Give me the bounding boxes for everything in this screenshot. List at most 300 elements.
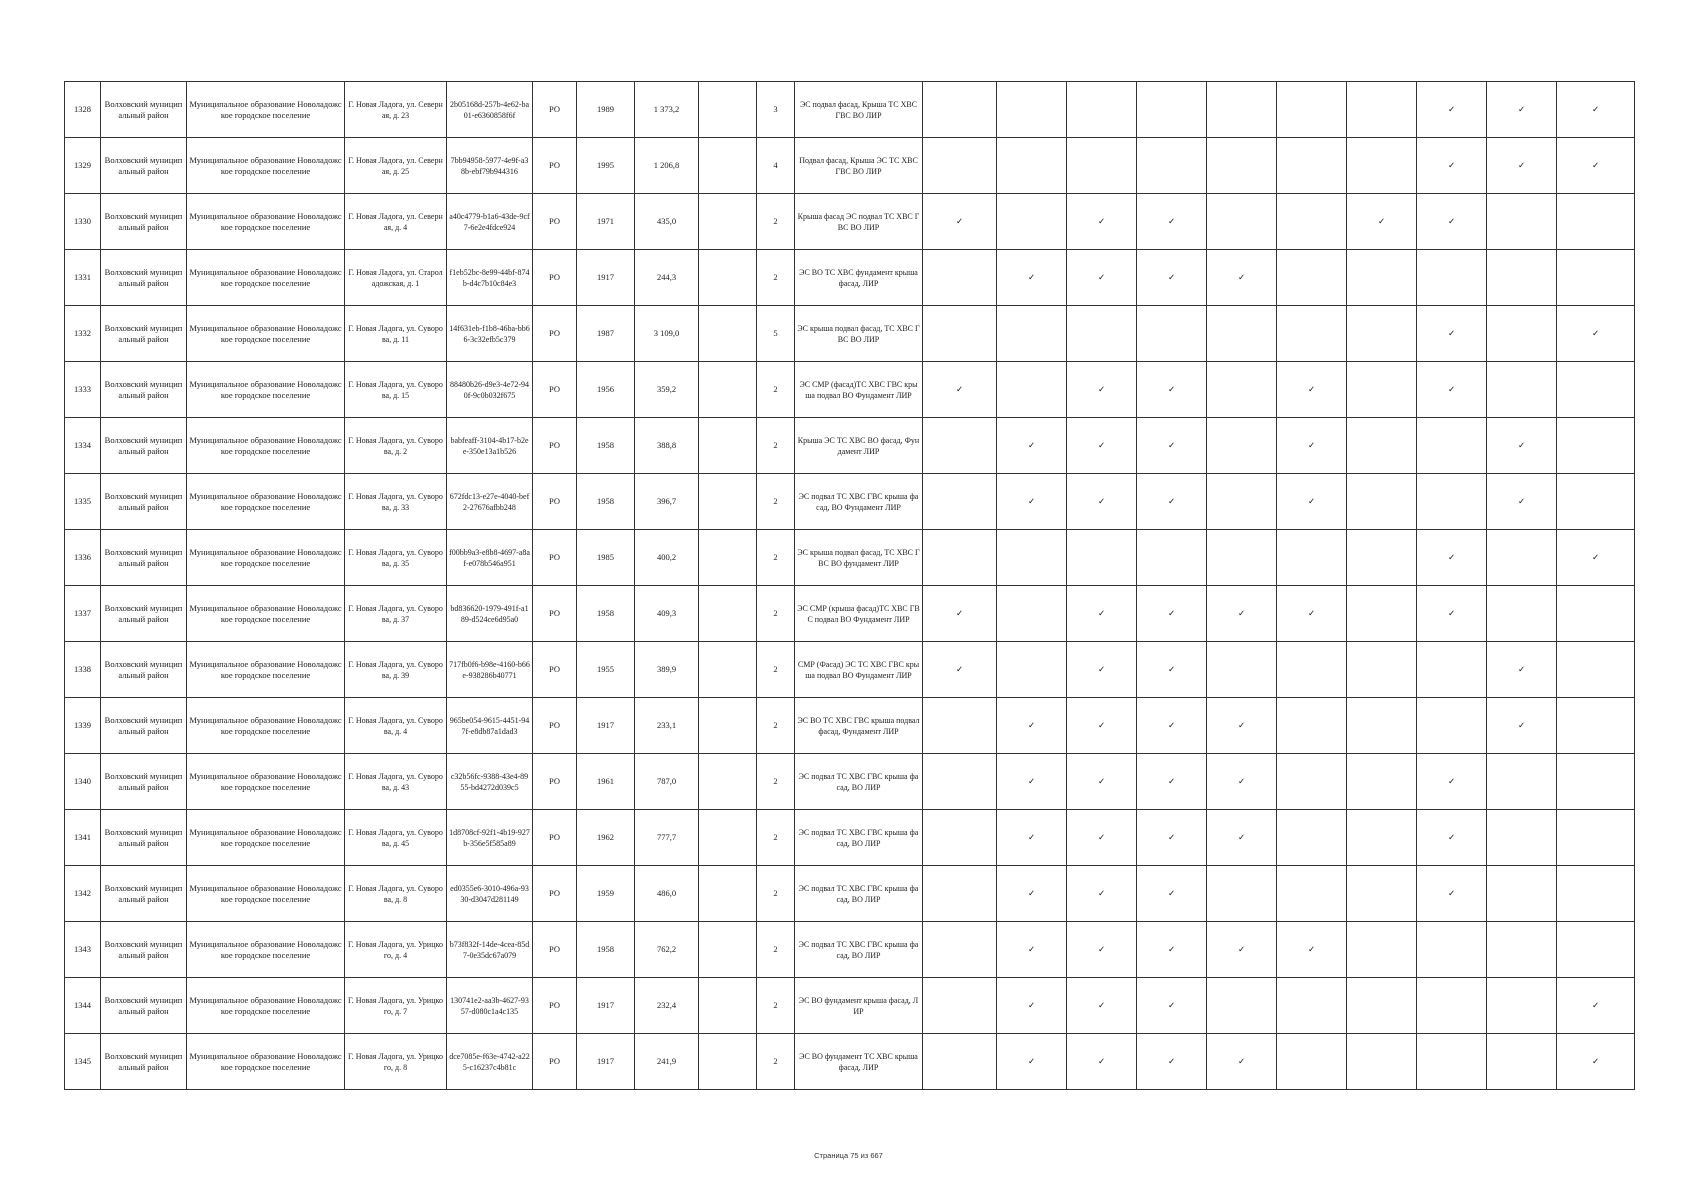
check-cell [997,138,1067,194]
check-cell [1347,138,1417,194]
works-cell: ЭС подвал ТС ХВС ГВС крыша фасад, ВО ЛИР [795,866,923,922]
check-cell [1417,474,1487,530]
type-cell: РО [533,362,577,418]
table-row [65,530,1635,586]
row-number: 1328 [65,82,101,138]
check-cell [1557,698,1635,754]
works-cell: ЭС СМР (фасад)ТС ХВС ГВС крыша подвал ВО Фундамент ЛИР [795,362,923,418]
table-row [65,866,1635,922]
year-cell: 1959 [577,866,635,922]
check-cell [1417,418,1487,474]
table-row [65,754,1635,810]
type-cell: РО [533,922,577,978]
checkmark-icon: ✓ [1417,82,1487,138]
checkmark-icon: ✓ [997,866,1067,922]
year-cell: 1985 [577,530,635,586]
floors-cell: 2 [757,194,795,250]
checkmark-icon: ✓ [923,194,997,250]
checkmark-icon: ✓ [1487,642,1557,698]
district-cell: Волховский муниципальный район [101,418,187,474]
check-cell [1347,642,1417,698]
extra-cell [699,418,757,474]
district-cell: Волховский муниципальный район [101,642,187,698]
works-cell: ЭС ВО фундамент ТС ХВС крыша фасад, ЛИР [795,1034,923,1090]
check-cell [1487,754,1557,810]
row-number: 1338 [65,642,101,698]
year-cell: 1956 [577,362,635,418]
address-cell: Г. Новая Ладога, ул. Северная, д. 4 [345,194,447,250]
extra-cell [699,362,757,418]
works-cell: ЭС СМР (крыша фасад)ТС ХВС ГВС подвал ВО Фундамент ЛИР [795,586,923,642]
type-cell: РО [533,866,577,922]
municipality-cell: Муниципальное образование Новоладожское городское поселение [187,698,345,754]
check-cell [923,250,997,306]
table-row [65,642,1635,698]
area-cell: 787,0 [635,754,699,810]
check-cell [1277,82,1347,138]
type-cell: РО [533,138,577,194]
checkmark-icon: ✓ [1487,138,1557,194]
year-cell: 1917 [577,698,635,754]
address-cell: Г. Новая Ладога, ул. Староладожская, д. 1 [345,250,447,306]
check-cell [1347,362,1417,418]
check-cell [1207,642,1277,698]
address-cell: Г. Новая Ладога, ул. Суворова, д. 37 [345,586,447,642]
house-code-cell: 672fdc13-e27e-4040-bef2-27676afbb248 [447,474,533,530]
checkmark-icon: ✓ [1067,474,1137,530]
table-row [65,922,1635,978]
checkmark-icon: ✓ [1137,866,1207,922]
check-cell [1557,586,1635,642]
row-number: 1335 [65,474,101,530]
extra-cell [699,530,757,586]
type-cell: РО [533,810,577,866]
address-cell: Г. Новая Ладога, ул. Северная, д. 23 [345,82,447,138]
check-cell [997,82,1067,138]
check-cell [1557,810,1635,866]
table-row [65,194,1635,250]
checkmark-icon: ✓ [1417,866,1487,922]
row-number: 1340 [65,754,101,810]
type-cell: РО [533,978,577,1034]
area-cell: 359,2 [635,362,699,418]
check-cell [1137,82,1207,138]
row-number: 1345 [65,1034,101,1090]
check-cell [1067,138,1137,194]
checkmark-icon: ✓ [1557,82,1635,138]
municipality-cell: Муниципальное образование Новоладожское городское поселение [187,810,345,866]
check-cell [1347,922,1417,978]
address-cell: Г. Новая Ладога, ул. Урицкого, д. 4 [345,922,447,978]
works-cell: ЭС подвал ТС ХВС ГВС крыша фасад, ВО ЛИР [795,922,923,978]
floors-cell: 2 [757,698,795,754]
checkmark-icon: ✓ [1347,194,1417,250]
check-cell [1207,194,1277,250]
check-cell [997,530,1067,586]
check-cell [1347,810,1417,866]
area-cell: 762,2 [635,922,699,978]
works-cell: ЭС ВО ТС ХВС фундамент крыша фасад, ЛИР [795,250,923,306]
extra-cell [699,978,757,1034]
row-number: 1336 [65,530,101,586]
works-cell: ЭС подвал ТС ХВС ГВС крыша фасад, ВО ЛИР [795,810,923,866]
type-cell: РО [533,474,577,530]
checkmark-icon: ✓ [1277,418,1347,474]
address-cell: Г. Новая Ладога, ул. Суворова, д. 4 [345,698,447,754]
works-cell: ЭС крыша подвал фасад, ТС ХВС ГВС ВО фундамент ЛИР [795,530,923,586]
check-cell [1417,922,1487,978]
municipality-cell: Муниципальное образование Новоладожское городское поселение [187,362,345,418]
house-code-cell: a40c4779-b1a6-43de-9cf7-6e2e4fdce924 [447,194,533,250]
address-cell: Г. Новая Ладога, ул. Суворова, д. 39 [345,642,447,698]
check-cell [997,642,1067,698]
check-cell [1277,978,1347,1034]
works-cell: Крыша фасад ЭС подвал ТС ХВС ГВС ВО ЛИР [795,194,923,250]
checkmark-icon: ✓ [1067,362,1137,418]
check-cell [1487,250,1557,306]
table-row [65,138,1635,194]
check-cell [923,138,997,194]
district-cell: Волховский муниципальный район [101,82,187,138]
floors-cell: 2 [757,866,795,922]
row-number: 1331 [65,250,101,306]
check-cell [923,1034,997,1090]
checkmark-icon: ✓ [1137,978,1207,1034]
extra-cell [699,922,757,978]
floors-cell: 2 [757,1034,795,1090]
checkmark-icon: ✓ [1557,306,1635,362]
municipality-cell: Муниципальное образование Новоладожское городское поселение [187,922,345,978]
checkmark-icon: ✓ [1137,586,1207,642]
type-cell: РО [533,306,577,362]
checkmark-icon: ✓ [1417,362,1487,418]
year-cell: 1958 [577,586,635,642]
area-cell: 233,1 [635,698,699,754]
checkmark-icon: ✓ [923,362,997,418]
checkmark-icon: ✓ [1417,586,1487,642]
table-row [65,362,1635,418]
check-cell [1487,978,1557,1034]
check-cell [1417,642,1487,698]
check-cell [1207,306,1277,362]
check-cell [1207,362,1277,418]
check-cell [1277,194,1347,250]
check-cell [923,754,997,810]
checkmark-icon: ✓ [923,642,997,698]
house-code-cell: babfeaff-3104-4b17-b2ee-350e13a1b526 [447,418,533,474]
year-cell: 1961 [577,754,635,810]
checkmark-icon: ✓ [1067,978,1137,1034]
check-cell [1347,586,1417,642]
year-cell: 1955 [577,642,635,698]
checkmark-icon: ✓ [1137,698,1207,754]
check-cell [1347,754,1417,810]
check-cell [1417,250,1487,306]
row-number: 1329 [65,138,101,194]
address-cell: Г. Новая Ладога, ул. Суворова, д. 45 [345,810,447,866]
municipality-cell: Муниципальное образование Новоладожское городское поселение [187,418,345,474]
checkmark-icon: ✓ [1557,1034,1635,1090]
check-cell [1487,810,1557,866]
checkmark-icon: ✓ [997,978,1067,1034]
address-cell: Г. Новая Ладога, ул. Суворова, д. 15 [345,362,447,418]
check-cell [1487,306,1557,362]
year-cell: 1971 [577,194,635,250]
checkmark-icon: ✓ [997,250,1067,306]
checkmark-icon: ✓ [1067,586,1137,642]
district-cell: Волховский муниципальный район [101,698,187,754]
checkmark-icon: ✓ [1557,530,1635,586]
district-cell: Волховский муниципальный район [101,194,187,250]
type-cell: РО [533,82,577,138]
floors-cell: 2 [757,474,795,530]
works-cell: ЭС подвал ТС ХВС ГВС крыша фасад, ВО Фундамент ЛИР [795,474,923,530]
table-row [65,474,1635,530]
check-cell [923,82,997,138]
municipality-cell: Муниципальное образование Новоладожское городское поселение [187,82,345,138]
area-cell: 400,2 [635,530,699,586]
table-row [65,586,1635,642]
year-cell: 1958 [577,418,635,474]
check-cell [1207,138,1277,194]
check-cell [997,586,1067,642]
check-cell [1347,978,1417,1034]
row-number: 1341 [65,810,101,866]
house-code-cell: 130741e2-aa3b-4627-9357-d080c1a4c135 [447,978,533,1034]
district-cell: Волховский муниципальный район [101,754,187,810]
district-cell: Волховский муниципальный район [101,362,187,418]
checkmark-icon: ✓ [1207,586,1277,642]
area-cell: 409,3 [635,586,699,642]
check-cell [1277,754,1347,810]
row-number: 1334 [65,418,101,474]
row-number: 1330 [65,194,101,250]
row-number: 1343 [65,922,101,978]
floors-cell: 2 [757,362,795,418]
table-row [65,306,1635,362]
checkmark-icon: ✓ [1207,754,1277,810]
check-cell [923,922,997,978]
year-cell: 1958 [577,922,635,978]
checkmark-icon: ✓ [1417,810,1487,866]
check-cell [923,698,997,754]
district-cell: Волховский муниципальный район [101,250,187,306]
checkmark-icon: ✓ [997,754,1067,810]
check-cell [1277,530,1347,586]
checkmark-icon: ✓ [1207,922,1277,978]
check-cell [1417,698,1487,754]
floors-cell: 2 [757,922,795,978]
address-cell: Г. Новая Ладога, ул. Суворова, д. 43 [345,754,447,810]
check-cell [1487,530,1557,586]
checkmark-icon: ✓ [997,810,1067,866]
check-cell [1487,1034,1557,1090]
table-row [65,698,1635,754]
check-cell [1277,306,1347,362]
checkmark-icon: ✓ [1277,474,1347,530]
extra-cell [699,698,757,754]
works-cell: ЭС подвал ТС ХВС ГВС крыша фасад, ВО ЛИР [795,754,923,810]
house-code-cell: f1eb52bc-8e99-44bf-874b-d4c7b10c84e3 [447,250,533,306]
check-cell [1277,642,1347,698]
municipality-cell: Муниципальное образование Новоладожское городское поселение [187,978,345,1034]
year-cell: 1958 [577,474,635,530]
type-cell: РО [533,754,577,810]
house-code-cell: 14f631eb-f1b8-46ba-bb66-3c32efb5c379 [447,306,533,362]
house-code-cell: b73f832f-14de-4cea-85d7-0e35dc67a079 [447,922,533,978]
type-cell: РО [533,418,577,474]
district-cell: Волховский муниципальный район [101,1034,187,1090]
checkmark-icon: ✓ [1067,810,1137,866]
checkmark-icon: ✓ [1417,754,1487,810]
checkmark-icon: ✓ [1137,754,1207,810]
checkmark-icon: ✓ [1137,810,1207,866]
house-code-cell: 965be054-9615-4451-947f-e8db87a1dad3 [447,698,533,754]
district-cell: Волховский муниципальный район [101,922,187,978]
house-code-cell: 1d8708cf-92f1-4b19-927b-356e5f585a89 [447,810,533,866]
check-cell [1417,1034,1487,1090]
checkmark-icon: ✓ [1067,698,1137,754]
check-cell [923,474,997,530]
check-cell [1487,922,1557,978]
floors-cell: 2 [757,754,795,810]
check-cell [1557,194,1635,250]
check-cell [1277,138,1347,194]
floors-cell: 3 [757,82,795,138]
floors-cell: 2 [757,642,795,698]
address-cell: Г. Новая Ладога, ул. Суворова, д. 33 [345,474,447,530]
type-cell: РО [533,642,577,698]
house-code-cell: bd836620-1979-491f-a189-d524ce6d95a0 [447,586,533,642]
checkmark-icon: ✓ [1067,250,1137,306]
check-cell [1557,474,1635,530]
checkmark-icon: ✓ [1207,810,1277,866]
district-cell: Волховский муниципальный район [101,474,187,530]
checkmark-icon: ✓ [1067,642,1137,698]
district-cell: Волховский муниципальный район [101,306,187,362]
table-body [65,82,1635,1090]
extra-cell [699,250,757,306]
area-cell: 1 206,8 [635,138,699,194]
floors-cell: 2 [757,250,795,306]
checkmark-icon: ✓ [1277,586,1347,642]
check-cell [1067,82,1137,138]
floors-cell: 5 [757,306,795,362]
checkmark-icon: ✓ [1067,866,1137,922]
address-cell: Г. Новая Ладога, ул. Суворова, д. 11 [345,306,447,362]
checkmark-icon: ✓ [923,586,997,642]
check-cell [1067,530,1137,586]
extra-cell [699,474,757,530]
checkmark-icon: ✓ [1137,362,1207,418]
area-cell: 244,3 [635,250,699,306]
check-cell [1487,866,1557,922]
house-code-cell: c32b56fc-9388-43e4-8955-bd4272d039c5 [447,754,533,810]
area-cell: 388,8 [635,418,699,474]
type-cell: РО [533,698,577,754]
checkmark-icon: ✓ [1137,1034,1207,1090]
type-cell: РО [533,194,577,250]
page-footer: Страница 75 из 667 [814,1151,883,1160]
check-cell [1487,194,1557,250]
district-cell: Волховский муниципальный район [101,586,187,642]
check-cell [1557,754,1635,810]
checkmark-icon: ✓ [1137,418,1207,474]
address-cell: Г. Новая Ладога, ул. Урицкого, д. 8 [345,1034,447,1090]
area-cell: 435,0 [635,194,699,250]
check-cell [1277,866,1347,922]
table-row [65,250,1635,306]
floors-cell: 2 [757,810,795,866]
municipality-cell: Муниципальное образование Новоладожское городское поселение [187,866,345,922]
checkmark-icon: ✓ [1137,922,1207,978]
checkmark-icon: ✓ [997,1034,1067,1090]
municipality-cell: Муниципальное образование Новоладожское городское поселение [187,586,345,642]
extra-cell [699,810,757,866]
area-cell: 396,7 [635,474,699,530]
checkmark-icon: ✓ [1207,698,1277,754]
area-cell: 1 373,2 [635,82,699,138]
year-cell: 1989 [577,82,635,138]
checkmark-icon: ✓ [1137,474,1207,530]
checkmark-icon: ✓ [1417,194,1487,250]
table-row [65,418,1635,474]
row-number: 1333 [65,362,101,418]
table-row [65,810,1635,866]
house-code-cell: 88480b26-d9e3-4e72-940f-9c0b032f675 [447,362,533,418]
check-cell [1347,530,1417,586]
year-cell: 1962 [577,810,635,866]
check-cell [1347,250,1417,306]
works-cell: ЭС ВО фундамент крыша фасад, ЛИР [795,978,923,1034]
checkmark-icon: ✓ [1207,250,1277,306]
check-cell [1207,866,1277,922]
check-cell [1557,866,1635,922]
address-cell: Г. Новая Ладога, ул. Суворова, д. 8 [345,866,447,922]
check-cell [1487,586,1557,642]
row-number: 1344 [65,978,101,1034]
address-cell: Г. Новая Ладога, ул. Суворова, д. 2 [345,418,447,474]
house-code-cell: 717fb0f6-b98e-4160-b66e-938286b40771 [447,642,533,698]
district-cell: Волховский муниципальный район [101,810,187,866]
year-cell: 1917 [577,978,635,1034]
floors-cell: 4 [757,138,795,194]
district-cell: Волховский муниципальный район [101,138,187,194]
type-cell: РО [533,1034,577,1090]
check-cell [1207,978,1277,1034]
works-cell: ЭС подвал фасад, Крыша ТС ХВС ГВС ВО ЛИР [795,82,923,138]
house-code-cell: dce7085e-f63e-4742-a225-c16237c4b81c [447,1034,533,1090]
checkmark-icon: ✓ [1137,250,1207,306]
check-cell [997,306,1067,362]
check-cell [1347,306,1417,362]
check-cell [1557,362,1635,418]
type-cell: РО [533,530,577,586]
table-row [65,978,1635,1034]
district-cell: Волховский муниципальный район [101,530,187,586]
checkmark-icon: ✓ [1067,922,1137,978]
checkmark-icon: ✓ [997,922,1067,978]
check-cell [1207,82,1277,138]
district-cell: Волховский муниципальный район [101,978,187,1034]
checkmark-icon: ✓ [1277,922,1347,978]
row-number: 1342 [65,866,101,922]
extra-cell [699,306,757,362]
row-number: 1332 [65,306,101,362]
check-cell [997,194,1067,250]
floors-cell: 2 [757,978,795,1034]
checkmark-icon: ✓ [1067,754,1137,810]
